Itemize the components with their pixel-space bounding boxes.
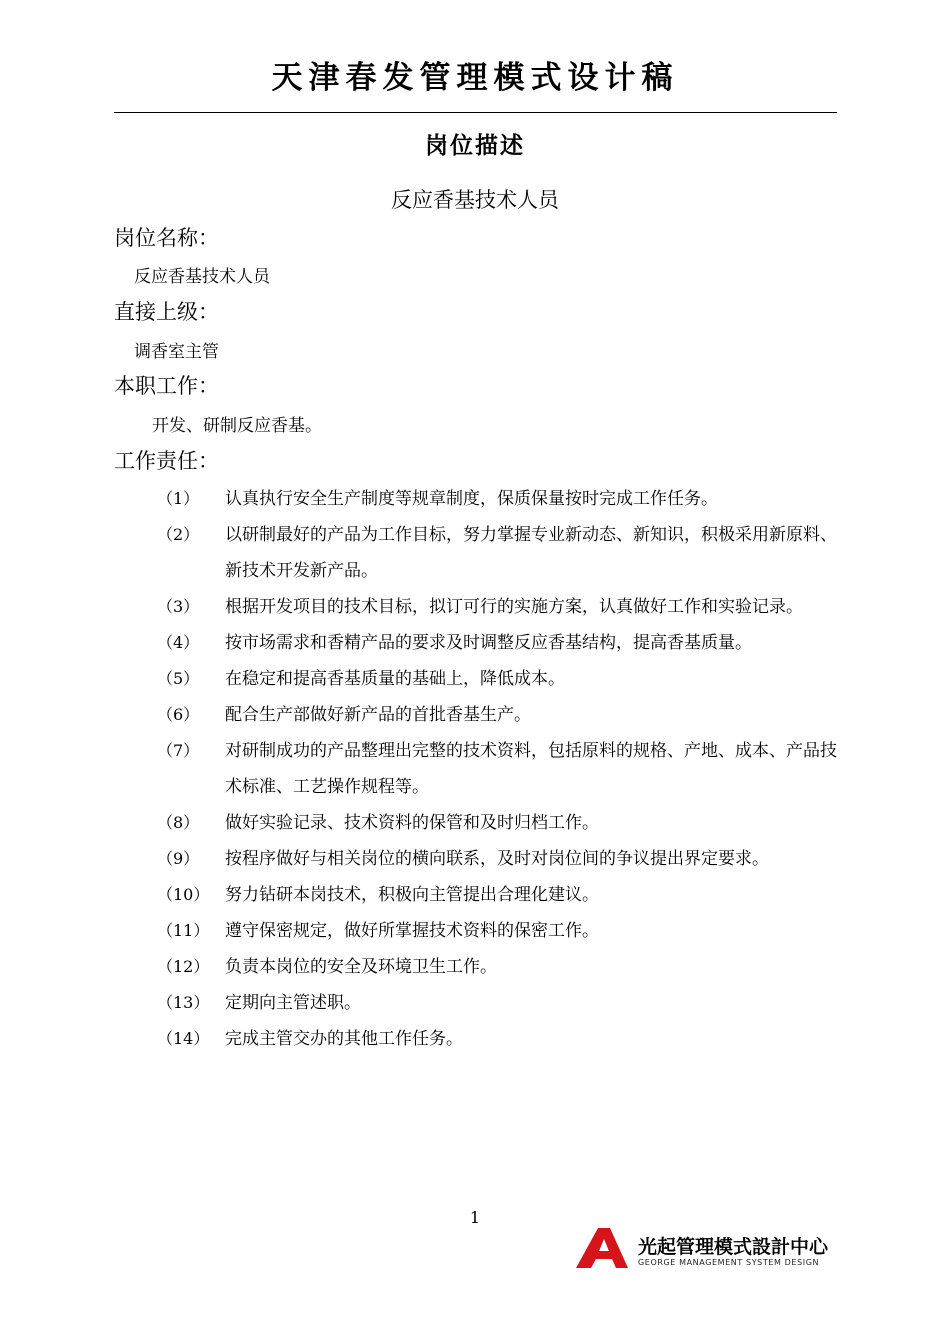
logo-a-shape bbox=[576, 1228, 628, 1268]
item-number: （1） bbox=[157, 489, 200, 508]
list-item bbox=[0, 517, 950, 589]
duty-label: 本职工作： bbox=[114, 374, 219, 398]
list-item bbox=[0, 949, 950, 985]
list-item bbox=[0, 1021, 950, 1057]
item-text: 以研制最好的产品为工作目标，努力掌握专业新动态、新知识，积极采用新原料、新技术开发新产品。 bbox=[225, 525, 837, 581]
item-number: （3） bbox=[157, 597, 200, 616]
list-item bbox=[0, 589, 950, 625]
item-text: 根据开发项目的技术目标，拟订可行的实施方案，认真做好工作和实验记录。 bbox=[225, 597, 803, 617]
footer-logo bbox=[576, 1228, 841, 1272]
logo-subtitle: GEORGE MANAGEMENT SYSTEM DESIGN bbox=[638, 1258, 820, 1267]
list-item bbox=[0, 733, 950, 805]
page-number: 1 bbox=[469, 1208, 481, 1227]
supervisor-value: 调香室主管 bbox=[134, 342, 219, 362]
duty-value: 开发、研制反应香基。 bbox=[152, 416, 322, 436]
item-number: （2） bbox=[157, 525, 200, 544]
logo-name: 光起管理模式設計中心 bbox=[638, 1236, 829, 1258]
item-text: 定期向主管述职。 bbox=[225, 993, 361, 1013]
item-text: 按市场需求和香精产品的要求及时调整反应香基结构，提高香基质量。 bbox=[225, 633, 752, 653]
item-number: （4） bbox=[157, 633, 200, 652]
list-item bbox=[0, 913, 950, 949]
list-item bbox=[0, 697, 950, 733]
item-number: （6） bbox=[157, 705, 200, 724]
list-item bbox=[0, 661, 950, 697]
item-number: （12） bbox=[157, 957, 210, 976]
item-text: 在稳定和提高香基质量的基础上，降低成本。 bbox=[225, 669, 565, 689]
item-text: 对研制成功的产品整理出完整的技术资料，包括原料的规格、产地、成本、产品技术标准、工艺操作规程等。 bbox=[225, 741, 837, 797]
responsibilities-list bbox=[0, 481, 950, 1057]
list-item bbox=[0, 841, 950, 877]
item-number: （10） bbox=[157, 885, 210, 904]
item-text: 努力钻研本岗技术，积极向主管提出合理化建议。 bbox=[225, 885, 599, 905]
header-divider bbox=[114, 112, 837, 113]
item-number: （13） bbox=[157, 993, 210, 1012]
responsibilities-label: 工作责任： bbox=[114, 449, 219, 473]
position-name-label: 岗位名称： bbox=[114, 226, 219, 250]
item-text: 遵守保密规定，做好所掌握技术资料的保密工作。 bbox=[225, 921, 599, 941]
item-text: 配合生产部做好新产品的首批香基生产。 bbox=[225, 705, 531, 725]
item-text: 认真执行安全生产制度等规章制度，保质保量按时完成工作任务。 bbox=[225, 489, 718, 509]
supervisor-label: 直接上级： bbox=[114, 300, 219, 324]
position-title: 反应香基技术人员 bbox=[391, 188, 559, 212]
list-item bbox=[0, 481, 950, 517]
item-number: （8） bbox=[157, 813, 200, 832]
item-number: （7） bbox=[157, 741, 200, 760]
item-number: （9） bbox=[157, 849, 200, 868]
item-number: （14） bbox=[157, 1029, 210, 1048]
document-title: 天津春发管理模式设计稿 bbox=[271, 60, 679, 96]
item-text: 按程序做好与相关岗位的横向联系，及时对岗位间的争议提出界定要求。 bbox=[225, 849, 769, 869]
item-text: 完成主管交办的其他工作任务。 bbox=[225, 1029, 463, 1049]
item-number: （11） bbox=[157, 921, 210, 940]
list-item bbox=[0, 985, 950, 1021]
logo-mark-icon bbox=[576, 1228, 628, 1268]
list-item bbox=[0, 625, 950, 661]
item-text: 做好实验记录、技术资料的保管和及时归档工作。 bbox=[225, 813, 599, 833]
section-title: 岗位描述 bbox=[425, 133, 525, 159]
list-item bbox=[0, 877, 950, 913]
list-item bbox=[0, 805, 950, 841]
item-number: （5） bbox=[157, 669, 200, 688]
position-name-value: 反应香基技术人员 bbox=[134, 267, 270, 287]
item-text: 负责本岗位的安全及环境卫生工作。 bbox=[225, 957, 497, 977]
